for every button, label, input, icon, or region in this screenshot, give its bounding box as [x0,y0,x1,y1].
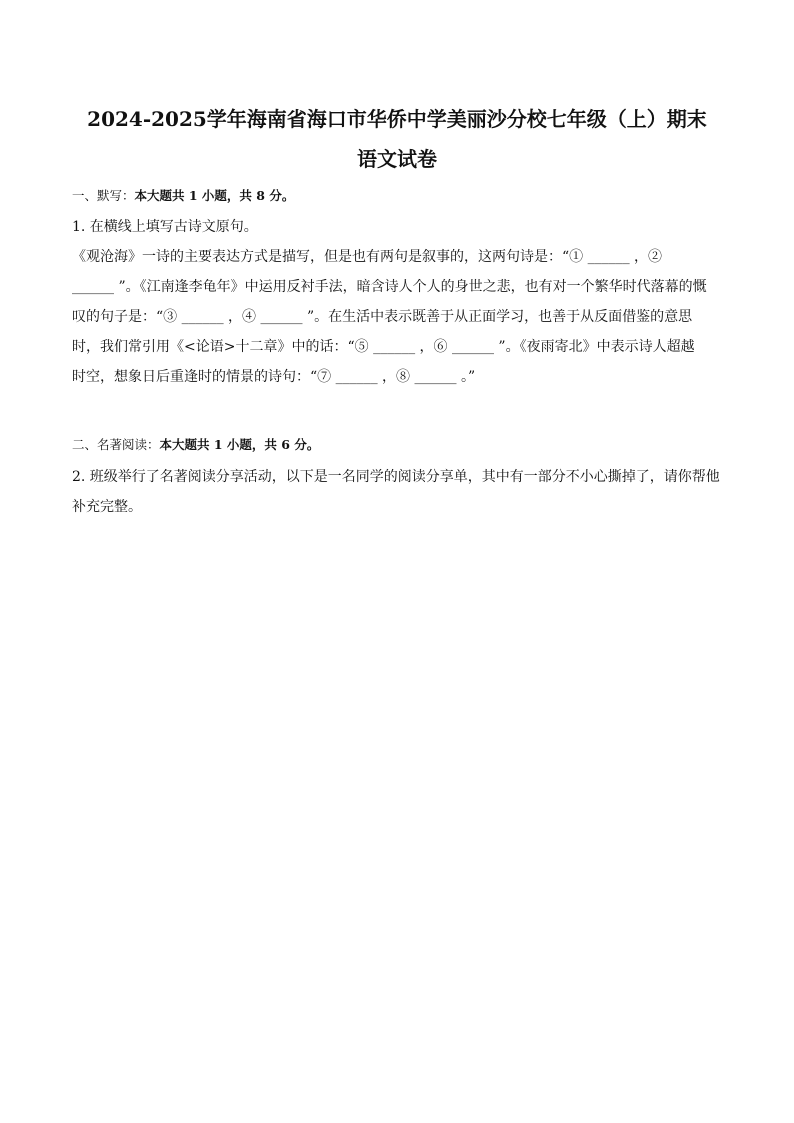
section-1-heading [72,188,294,204]
question-1-line: 时，我们常引用《<论语>十二章》中的话：“⑤ ______ ，⑥ ______ ”。《夜雨寄北》中表示诗人超越 [72,339,695,355]
question-2-line: 2. 班级举行了名著阅读分享活动，以下是一名同学的阅读分享单，其中有一部分不小心撕掉了，请你帮他 [72,469,720,485]
exam-title-line-2: 语文试卷 [357,147,437,171]
question-1-line: 时空，想象日后重逢时的情景的诗句：“⑦ ______ ，⑧ ______ 。” [72,369,476,385]
question-1-line: 《观沧海》一诗的主要表达方式是描写，但是也有两句是叙事的，这两句诗是：“① ______ ，② [72,249,663,265]
question-2-line: 补充完整。 [72,499,142,515]
section-2-prefix: 二、名著阅读： [72,437,160,452]
exam-title-line-1: 2024-2025学年海南省海口市华侨中学美丽沙分校七年级（上）期末 [87,107,707,131]
section-1-heading-bold: 本大题共 1 小题，共 8 分。 [134,188,295,203]
question-1-line: ______ ”。《江南逢李龟年》中运用反衬手法，暗含诗人个人的身世之悲，也有对一个繁华时代落幕的慨 [72,279,707,295]
question-1-body [72,242,724,392]
section-1-prefix: 一、默写： [72,188,135,203]
section-2-heading-bold: 本大题共 1 小题，共 6 分。 [159,437,320,452]
question-2-body [72,462,724,522]
question-1-intro: 1. 在横线上填写古诗文原句。 [72,219,258,235]
section-2-heading [72,437,319,453]
question-1-line: 叹的句子是：“③ ______ ，④ ______ ”。在生活中表示既善于从正面学习，也善于从反面借鉴的意思 [72,309,693,325]
